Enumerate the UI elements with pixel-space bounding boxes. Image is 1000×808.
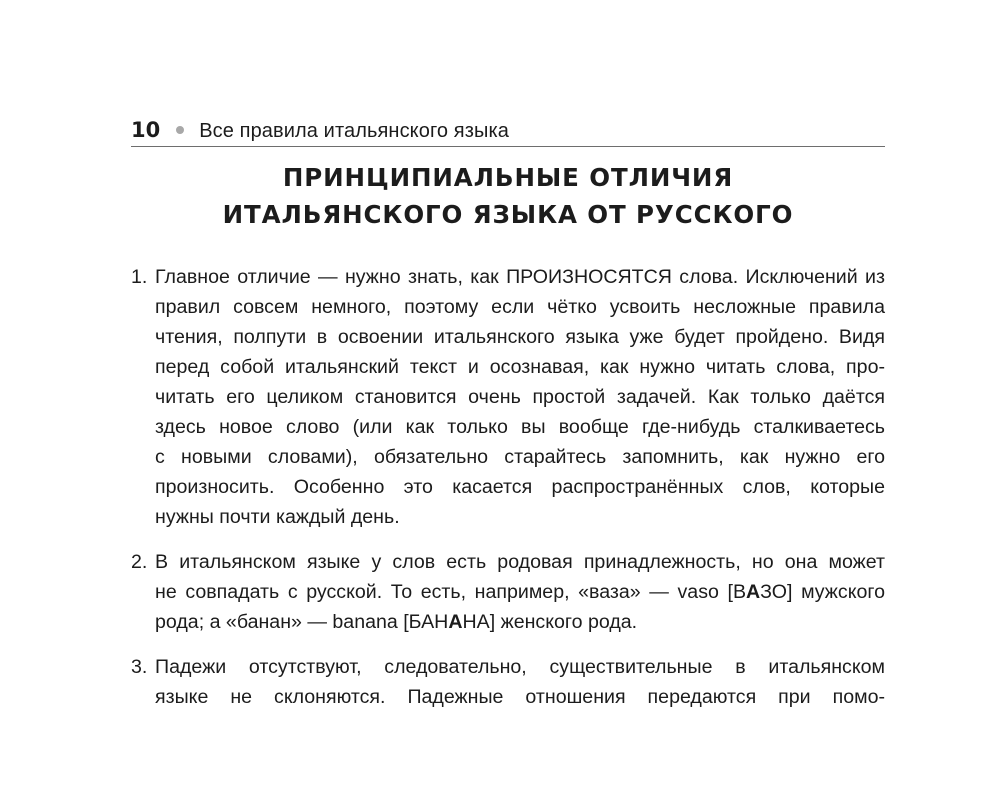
text-line: [155, 607, 885, 637]
bullet-separator: [176, 126, 184, 134]
text-line: здесь новое слово (или как только вы вообще где-нибудь сталкиваетесь: [155, 416, 885, 438]
section-title: [131, 159, 885, 233]
text-line: Падежи отсутствуют, следовательно, существительные в итальянском: [155, 656, 885, 678]
page-number: 10: [131, 118, 161, 142]
list-item-text: [155, 262, 885, 532]
running-title: Все правила итальянского языка: [199, 120, 509, 142]
text-line: произносить. Особенно это касается распространённых слов, которые: [155, 476, 885, 498]
text-line: перед собой итальянский текст и осознавая, как нужно читать слова, про-: [155, 356, 885, 378]
text-line: чтения, полпути в освоении итальянского языка уже будет пройдено. Видя: [155, 326, 885, 348]
list-number: 2.: [131, 551, 148, 573]
text-segment: не совпадать с русской. То есть, например, «ваза» — vaso [В: [155, 581, 747, 603]
list-number: 3.: [131, 656, 148, 678]
list-number: 1.: [131, 266, 148, 288]
text-line: В итальянском языке у слов есть родовая принадлежность, но она может: [155, 551, 885, 573]
numbered-list: [131, 262, 885, 727]
text-segment: ЗО] мужского: [760, 581, 885, 603]
text-line: Главное отличие — нужно знать, как ПРОИЗНОСЯТСЯ слова. Исключений из: [155, 266, 885, 288]
text-segment: НА] женского рода.: [462, 611, 638, 633]
list-item-1: [131, 262, 885, 532]
text-line: с новыми словами), обязательно старайтесь запомнить, как нужно его: [155, 446, 885, 468]
text-line: правил совсем немного, поэтому если чётко усвоить несложные правила: [155, 296, 885, 318]
text-segment: рода; а «банан» — banana [БАН: [155, 611, 449, 633]
list-item-text: [155, 547, 885, 637]
running-header: [131, 117, 885, 147]
text-line: [155, 577, 885, 607]
list-item-2: [131, 547, 885, 637]
stressed-vowel: А: [746, 581, 761, 603]
list-item-3: [131, 652, 885, 712]
text-line: нужны почти каждый день.: [155, 506, 400, 528]
text-line: читать его целиком становится очень простой задачей. Как только даётся: [155, 386, 885, 408]
section-title-line-1: ПРИНЦИПИАЛЬНЫЕ ОТЛИЧИЯ: [282, 163, 734, 192]
list-item-text: [155, 652, 885, 712]
text-line: языке не склоняются. Падежные отношения передаются при помо-: [155, 686, 885, 708]
section-title-line-2: ИТАЛЬЯНСКОГО ЯЗЫКА ОТ РУССКОГО: [222, 200, 794, 229]
stressed-vowel: А: [448, 611, 463, 633]
